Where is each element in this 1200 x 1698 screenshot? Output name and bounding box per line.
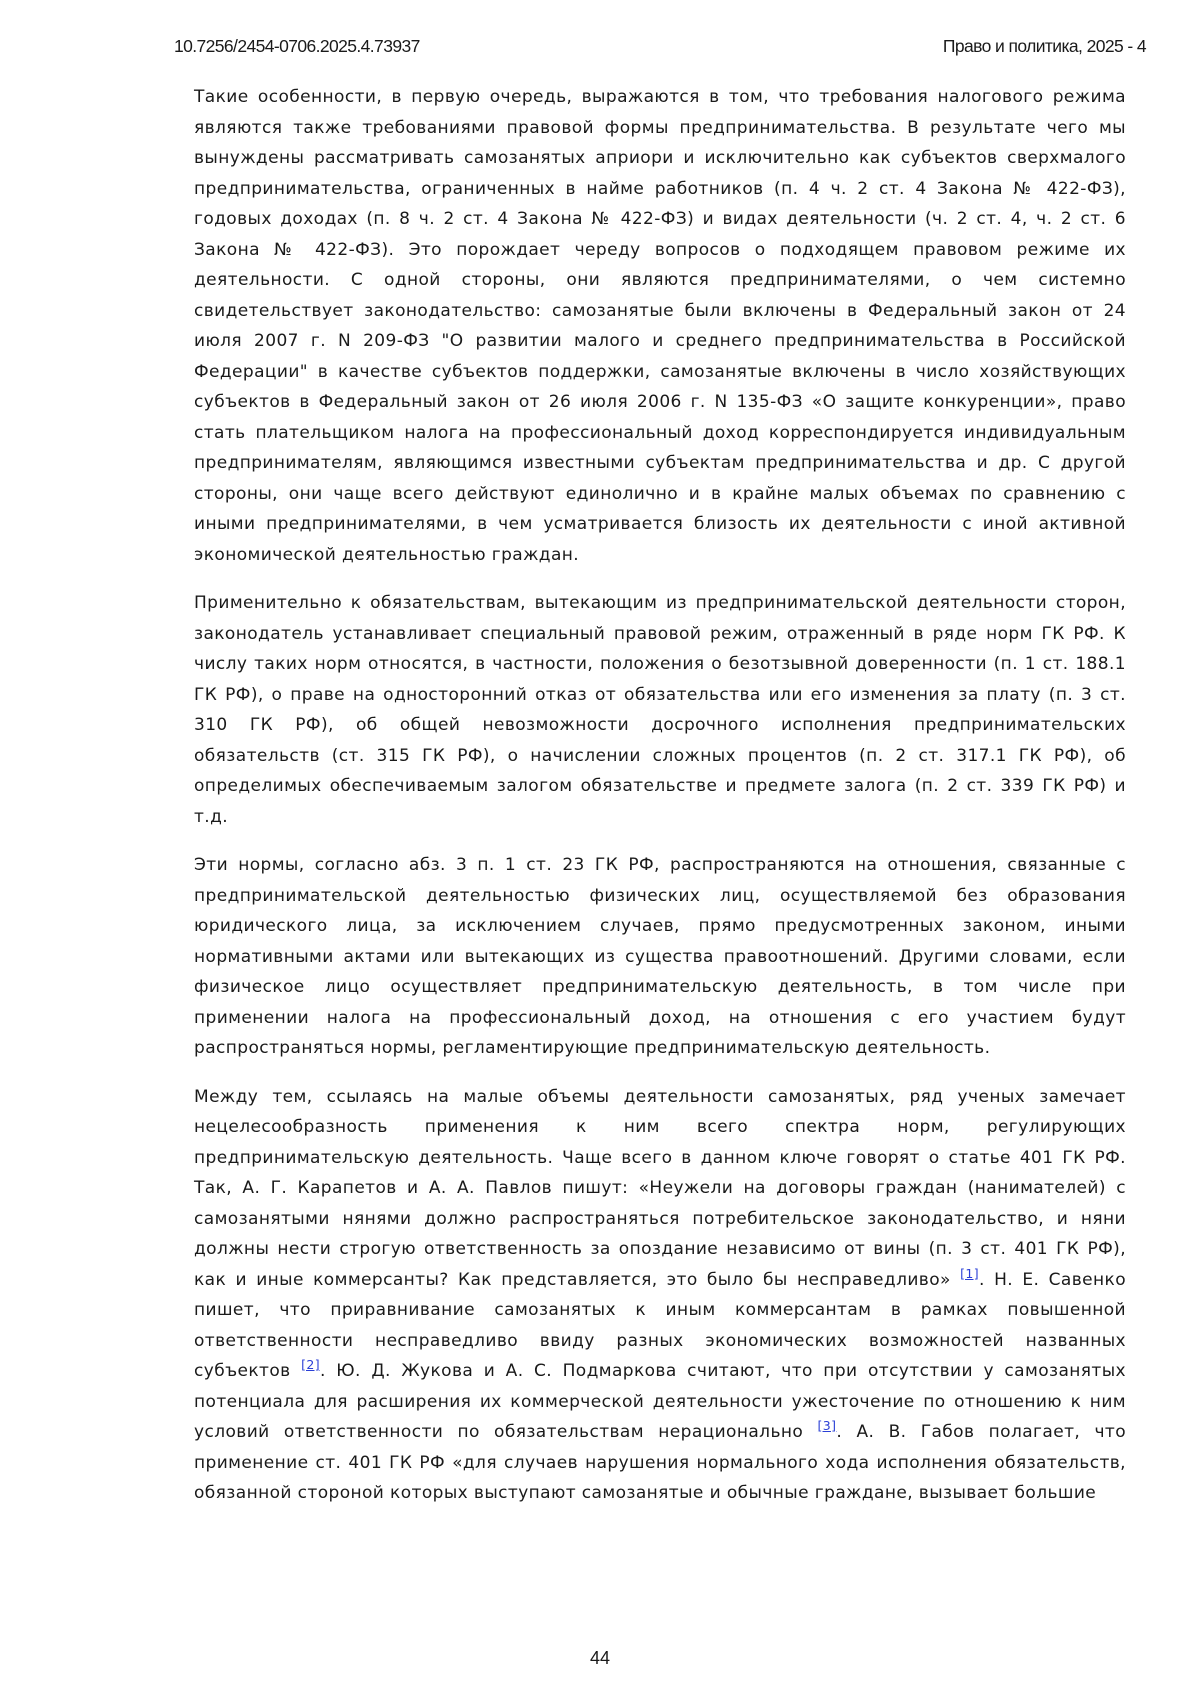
paragraph-4 xyxy=(194,1082,1126,1509)
article-body xyxy=(194,82,1126,1527)
running-header xyxy=(174,36,1146,60)
paragraph-4-text: . Ю. Д. Жукова и А. С. Подмаркова считают, что при отсутствии у самозанятых потенциала для расширения их коммерческой деятельности ужесточение по отношению к ним условий ответственности по обязательствам нерационально xyxy=(194,1361,1126,1442)
footnote-link-1[interactable]: [1] xyxy=(960,1266,979,1281)
doi-text: 10.7256/2454-0706.2025.4.73937 xyxy=(174,36,420,57)
journal-title: Право и политика, 2025 - 4 xyxy=(943,36,1146,57)
paragraph-2: Применительно к обязательствам, вытекающим из предпринимательской деятельности сторон, законодатель устанавливает специальный правовой режим, отраженный в ряде норм ГК РФ. К числу таких норм относятся, в частности, положения о безотзывной доверенности (п. 1 ст. 188.1 ГК РФ), о праве на односторонний отказ от обязательства или его изменения за плату (п. 3 ст. 310 ГК РФ), об общей невозможности досрочного исполнения предпринимательских обязательств (ст. 315 ГК РФ), о начислении сложных процентов (п. 2 ст. 317.1 ГК РФ), об определимых обеспечиваемым залогом обязательстве и предмете залога (п. 2 ст. 339 ГК РФ) и т.д. xyxy=(194,588,1126,832)
paragraph-3: Эти нормы, согласно абз. 3 п. 1 ст. 23 ГК РФ, распространяются на отношения, связанные с предпринимательской деятельностью физических лиц, осуществляемой без образования юридического лица, за исключением случаев, прямо предусмотренных законом, иными нормативными актами или вытекающих из существа правоотношений. Другими словами, если физическое лицо осуществляет предпринимательскую деятельность, в том числе при применении налога на профессиональный доход, на отношения с его участием будут распространяться нормы, регламентирующие предпринимательскую деятельность. xyxy=(194,850,1126,1064)
paragraph-4-text: Между тем, ссылаясь на малые объемы деятельности самозанятых, ряд ученых замечает нецелесообразность применения к ним всего спектра норм, регулирующих предпринимательскую деятельность. Чаще всего в данном ключе говорят о статье 401 ГК РФ. Так, А. Г. Карапетов и А. А. Павлов пишут: «Неужели на договоры граждан (нанимателей) с самозанятыми нянями должно распространяться потребительское законодательство, и няни должны нести строгую ответственность за опоздание независимо от вины (п. 3 ст. 401 ГК РФ), как и иные коммерсанты? Как представляется, это было бы несправедливо» xyxy=(194,1087,1126,1290)
footnote-link-2[interactable]: [2] xyxy=(301,1357,320,1372)
paragraph-1: Такие особенности, в первую очередь, выражаются в том, что требования налогового режима являются также требованиями правовой формы предпринимательства. В результате чего мы вынуждены рассматривать самозанятых априори и исключительно как субъектов сверхмалого предпринимательства, ограниченных в найме работников (п. 4 ч. 2 ст. 4 Закона № 422-ФЗ), годовых доходах (п. 8 ч. 2 ст. 4 Закона № 422-ФЗ) и видах деятельности (ч. 2 ст. 4, ч. 2 ст. 6 Закона № 422-ФЗ). Это порождает череду вопросов о подходящем правовом режиме их деятельности. С одной стороны, они являются предпринимателями, о чем системно свидетельствует законодательство: самозанятые были включены в Федеральный закон от 24 июля 2007 г. N 209-ФЗ "О развитии малого и среднего предпринимательства в Российской Федерации" в качестве субъектов поддержки, самозанятые включены в число хозяйствующих субъектов в Федеральный закон от 26 июля 2006 г. N 135-ФЗ «О защите конкуренции», право стать плательщиком налога на профессиональный доход корреспондируется индивидуальным предпринимателям, являющимся известными субъектам предпринимательства и др. С другой стороны, они чаще всего действуют единолично и в крайне малых объемах по сравнению с иными предпринимателями, в чем усматривается близость их деятельности с иной активной экономической деятельностью граждан. xyxy=(194,82,1126,570)
paragraph-4-text: . А. В. Габов полагает, что применение ст. 401 ГК РФ «для случаев нарушения нормального хода исполнения обязательств, обязанной стороной которых выступают самозанятые и обычные граждане, вызывает большие xyxy=(194,1422,1126,1503)
footnote-link-3[interactable]: [3] xyxy=(817,1418,836,1433)
paragraph-4-text: . Н. Е. Савенко пишет, что приравнивание самозанятых к иным коммерсантам в рамках повышенной ответственности несправедливо ввиду разных экономических возможностей названных субъектов xyxy=(194,1270,1126,1382)
page-number: 44 xyxy=(0,1648,1200,1669)
